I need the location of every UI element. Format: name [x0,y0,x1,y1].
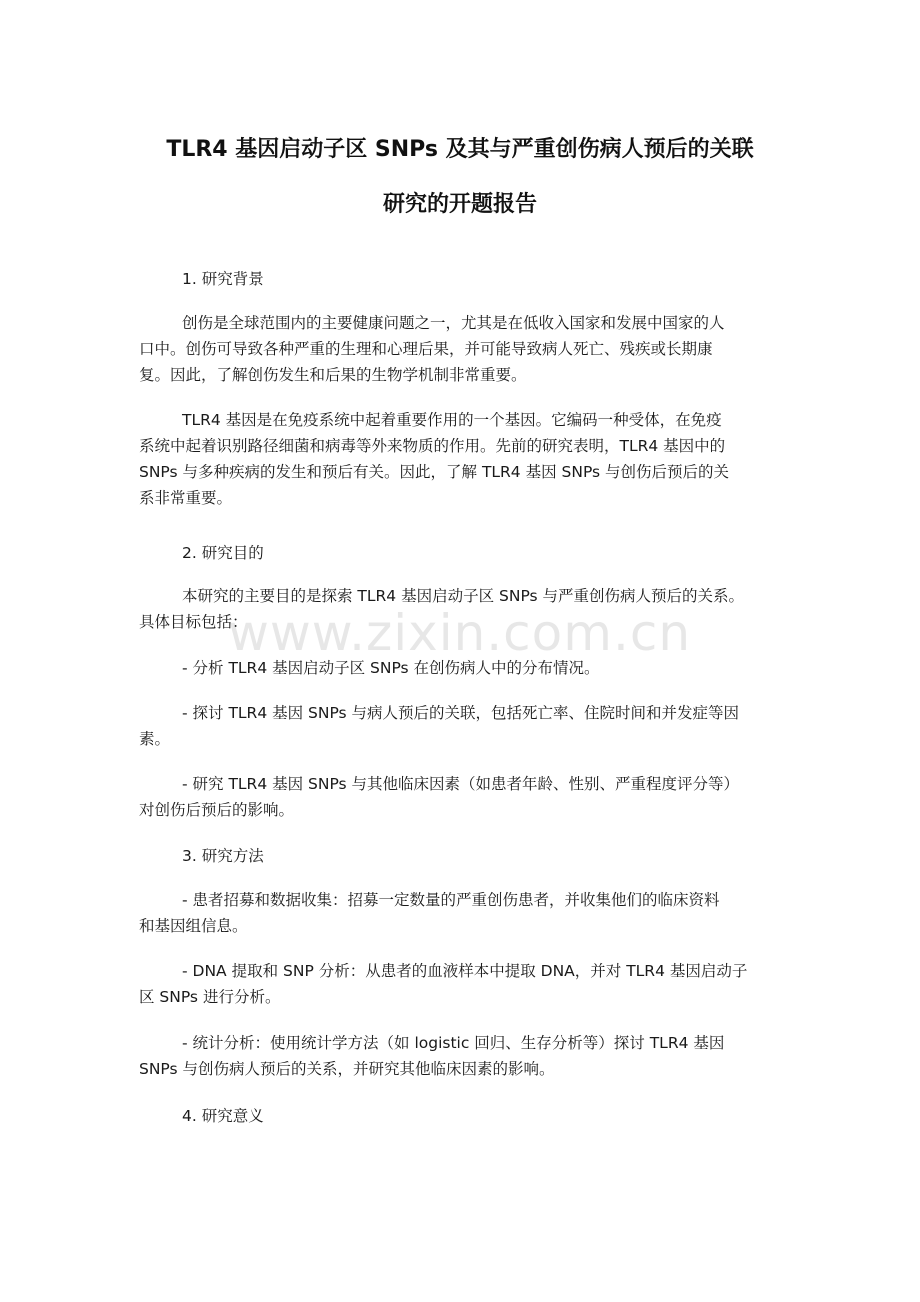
paragraph-background-1: 创伤是全球范围内的主要健康问题之一，尤其是在低收入国家和发展中国家的人 口中。创伤可导致各种严重的生理和心理后果，并可能导致病人死亡、残疾或长期康 复。因此，了解创伤发生和后果的生物学机制非常重要。 [139,314,725,384]
section-heading-significance: 4. 研究意义 [182,1107,264,1125]
list-item-method-1: - 患者招募和数据收集：招募一定数量的严重创伤患者，并收集他们的临床资料 和基因组信息。 [139,891,720,935]
document-title-line-1: TLR4 基因启动子区 SNPs 及其与严重创伤病人预后的关联 [166,137,754,162]
list-item-objective-3: - 研究 TLR4 基因 SNPs 与其他临床因素（如患者年龄、性别、严重程度评分等） 对创伤后预后的影响。 [139,775,740,819]
section-heading-methods: 3. 研究方法 [182,847,264,865]
section-heading-purpose: 2. 研究目的 [182,544,264,562]
watermark: www.zixin.com.cn [228,604,692,662]
document-title-line-2: 研究的开题报告 [382,192,537,217]
paragraph-purpose: 本研究的主要目的是探索 TLR4 基因启动子区 SNPs 与严重创伤病人预后的关系。 具体目标包括： [139,587,745,631]
list-item-method-2: - DNA 提取和 SNP 分析：从患者的血液样本中提取 DNA，并对 TLR4 基因启动子 区 SNPs 进行分析。 [139,962,748,1006]
section-heading-background: 1. 研究背景 [182,270,264,288]
list-item-method-3: - 统计分析：使用统计学方法（如 logistic 回归、生存分析等）探讨 TLR4 基因 SNPs 与创伤病人预后的关系，并研究其他临床因素的影响。 [139,1034,725,1078]
list-item-objective-2: - 探讨 TLR4 基因 SNPs 与病人预后的关联，包括死亡率、住院时间和并发症等因 素。 [139,704,740,748]
paragraph-background-2: TLR4 基因是在免疫系统中起着重要作用的一个基因。它编码一种受体，在免疫 系统中起着识别路径细菌和病毒等外来物质的作用。先前的研究表明，TLR4 基因中的 SNPs 与多种疾病的发生和预后有关。因此，了解 TLR4 基因 SNPs 与创伤后预后的关 系非常重要。 [139,411,730,507]
list-item-objective-1: - 分析 TLR4 基因启动子区 SNPs 在创伤病人中的分布情况。 [182,659,600,677]
